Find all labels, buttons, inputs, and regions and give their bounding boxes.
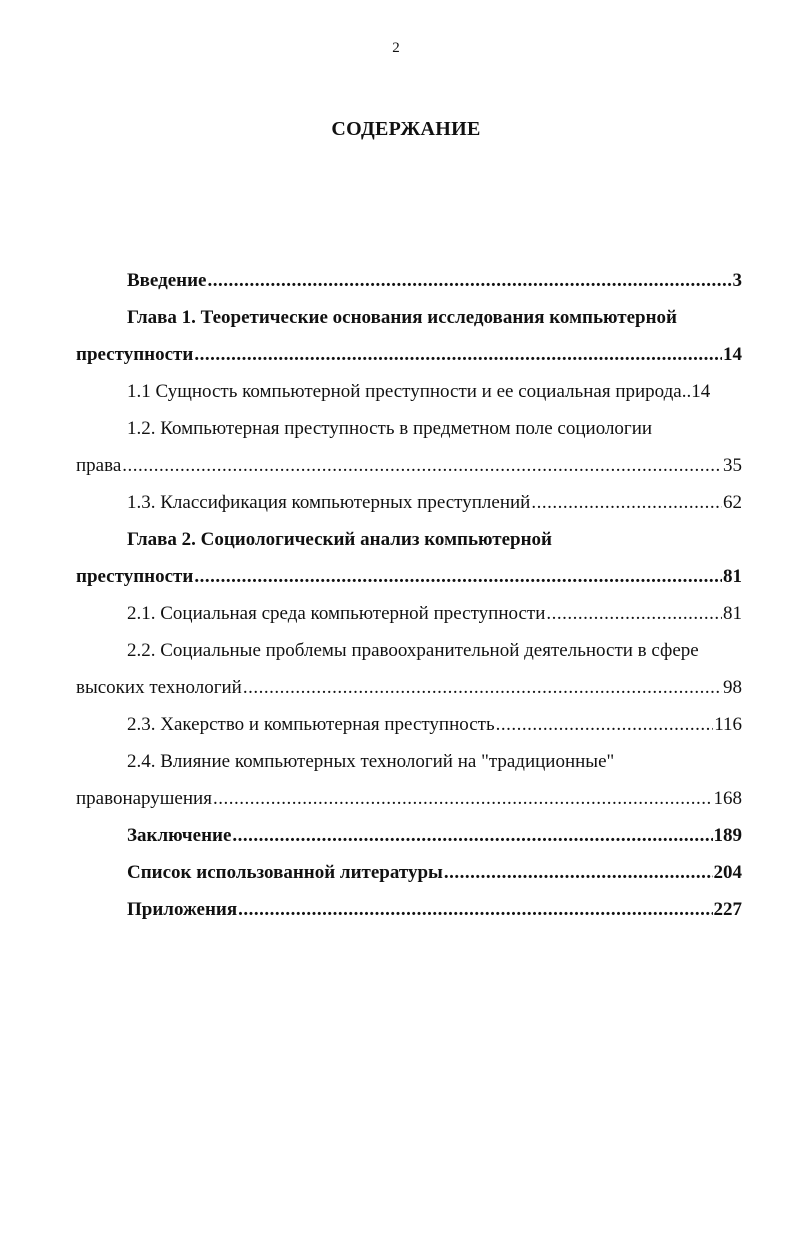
toc-entry-section-2-4-line-1 — [76, 743, 742, 780]
toc-entry-text: Введение — [127, 270, 207, 291]
toc-entry-page: 227 — [713, 899, 742, 920]
toc-entry-page: 14 — [723, 344, 742, 365]
toc-entry-text: 2.1. Социальная среда компьютерной преступности — [127, 603, 546, 624]
toc-entry-appendix — [76, 891, 742, 928]
toc-entry-page: 62 — [723, 492, 742, 513]
toc-entry-section-2-4-line-2 — [76, 780, 742, 817]
toc-entry-page: 204 — [713, 862, 742, 883]
dot-leader — [546, 595, 722, 632]
toc-entry-bibliography — [76, 854, 742, 891]
dot-leader — [122, 447, 722, 484]
toc-entry-section-2-1 — [76, 595, 742, 632]
dot-leader — [531, 484, 722, 521]
toc-entry-chapter-2-line-2 — [76, 558, 742, 595]
page-number: 2 — [392, 40, 400, 56]
toc-entry-text: 1.1 Сущность компьютерной преступности и ее социальная природа..14 — [127, 381, 711, 402]
toc-entry-text: 2.2. Социальные проблемы правоохранительной деятельности в сфере — [127, 640, 699, 661]
toc-entry-text: преступности — [76, 566, 194, 587]
toc-entry-conclusion — [76, 817, 742, 854]
toc-entry-chapter-1-line-1 — [76, 299, 742, 336]
toc-entry-page: 116 — [714, 714, 742, 735]
toc-entry-section-2-2-line-2 — [76, 669, 742, 706]
dot-leader — [194, 558, 722, 595]
toc-entry-page: 168 — [713, 788, 742, 809]
table-of-contents — [76, 262, 742, 928]
dot-leader — [208, 262, 732, 299]
toc-entry-text: Глава 2. Социологический анализ компьютерной — [127, 529, 552, 550]
toc-entry-page: 81 — [723, 603, 742, 624]
toc-entry-section-1-1 — [76, 373, 742, 410]
dot-leader — [243, 669, 722, 706]
dot-leader — [194, 336, 722, 373]
toc-entry-text: 1.3. Классификация компьютерных преступлений — [127, 492, 531, 513]
toc-entry-text: Глава 1. Теоретические основания исследования компьютерной — [127, 307, 678, 328]
toc-entry-section-1-2-line-1 — [76, 410, 742, 447]
toc-entry-text: преступности — [76, 344, 194, 365]
toc-entry-chapter-2-line-1 — [76, 521, 742, 558]
toc-entry-page: 98 — [723, 677, 742, 698]
toc-entry-introduction — [76, 262, 742, 299]
dot-leader — [444, 854, 713, 891]
toc-entry-text: права — [76, 455, 122, 476]
dot-leader — [496, 706, 714, 743]
toc-entry-text: Приложения — [127, 899, 238, 920]
toc-entry-text: высоких технологий — [76, 677, 242, 698]
toc-entry-text: 1.2. Компьютерная преступность в предметном поле социологии — [127, 418, 653, 439]
dot-leader — [232, 817, 712, 854]
toc-entry-text: правонарушения — [76, 788, 212, 809]
page-title: СОДЕРЖАНИЕ — [331, 118, 481, 140]
toc-entry-section-2-2-line-1 — [76, 632, 742, 669]
dot-leader — [213, 780, 713, 817]
toc-entry-text: 2.3. Хакерство и компьютерная преступность — [127, 714, 495, 735]
toc-entry-text: Список использованной литературы — [127, 862, 443, 883]
toc-entry-page: 81 — [723, 566, 742, 587]
toc-entry-page: 3 — [732, 270, 742, 291]
toc-entry-text: 2.4. Влияние компьютерных технологий на "традиционные" — [127, 751, 615, 772]
toc-entry-section-1-3 — [76, 484, 742, 521]
dot-leader — [238, 891, 712, 928]
toc-entry-section-2-3 — [76, 706, 742, 743]
toc-entry-chapter-1-line-2 — [76, 336, 742, 373]
toc-entry-page: 35 — [723, 455, 742, 476]
toc-entry-section-1-2-line-2 — [76, 447, 742, 484]
toc-entry-text: Заключение — [127, 825, 232, 846]
toc-entry-page: 189 — [713, 825, 742, 846]
